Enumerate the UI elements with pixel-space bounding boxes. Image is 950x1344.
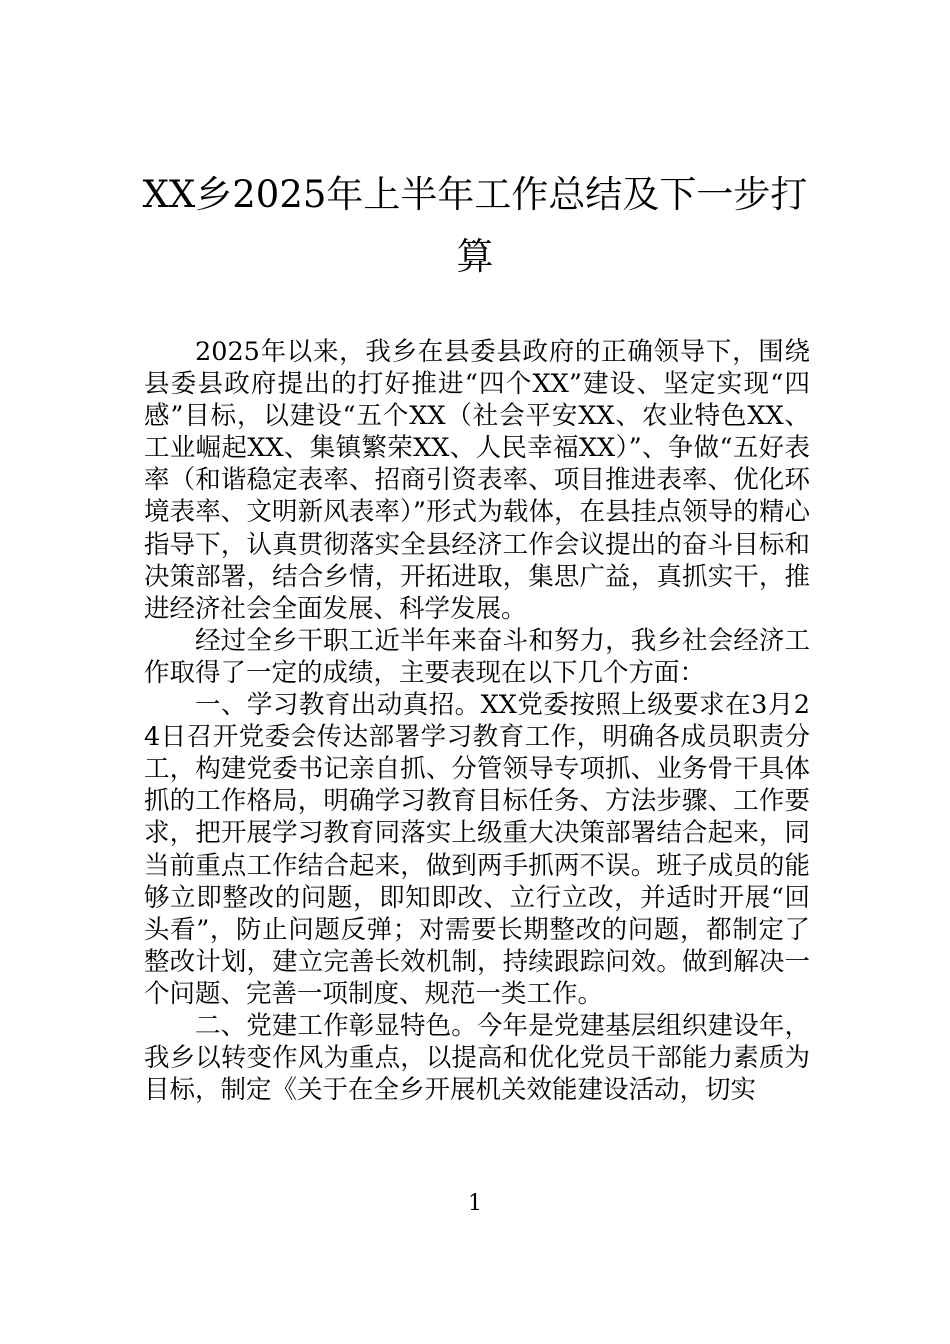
page-number: 1 bbox=[468, 1191, 482, 1216]
paragraph-intro: 2025年以来，我乡在县委县政府的正确领导下，围绕县委县政府提出的打好推进“四个XX”建设、坚定实现“四感”目标，以建设“五个XX（社会平安XX、农业特色XX、工业崛起XX、集镇繁荣XX、人民幸福XX）”、争做“五好表率（和谐稳定表率、招商引资表率、项目推进表率、优化环境表率、文明新风表率）”形式为载体，在县挂点领导的精心指导下，认真贯彻落实全县经济工作会议提出的奋斗目标和决策部署，结合乡情，开拓进取，集思广益，真抓实干，推进经济社会全面发展、科学发展。 bbox=[144, 337, 810, 624]
paragraph-achievements-lead: 经过全乡干职工近半年来奋斗和努力，我乡社会经济工作取得了一定的成绩，主要表现在以下几个方面： bbox=[144, 625, 810, 688]
document-body bbox=[144, 336, 810, 1106]
paragraph-study-education: 一、学习教育出动真招。XX党委按照上级要求在3月24日召开党委会传达部署学习教育工作，明确各成员职责分工，构建党委书记亲自抓、分管领导专项抓、业务骨干具体抓的工作格局，明确学习教育目标任务、方法步骤、工作要求，把开展学习教育同落实上级重大决策部署结合起来，同当前重点工作结合起来，做到两手抓两不误。班子成员的能够立即整改的问题，即知即改、立行立改，并适时开展“回头看”，防止问题反弹；对需要长期整改的问题，都制定了整改计划，建立完善长效机制，持续跟踪问效。做到解决一个问题、完善一项制度、规范一类工作。 bbox=[144, 690, 810, 1009]
paragraph-party-building: 二、党建工作彰显特色。今年是党建基层组织建设年，我乡以转变作风为重点，以提高和优化党员干部能力素质为目标，制定《关于在全乡开展机关效能建设活动，切实 bbox=[144, 1010, 810, 1106]
document-title: XX乡2025年上半年工作总结及下一步打算 bbox=[142, 173, 808, 278]
